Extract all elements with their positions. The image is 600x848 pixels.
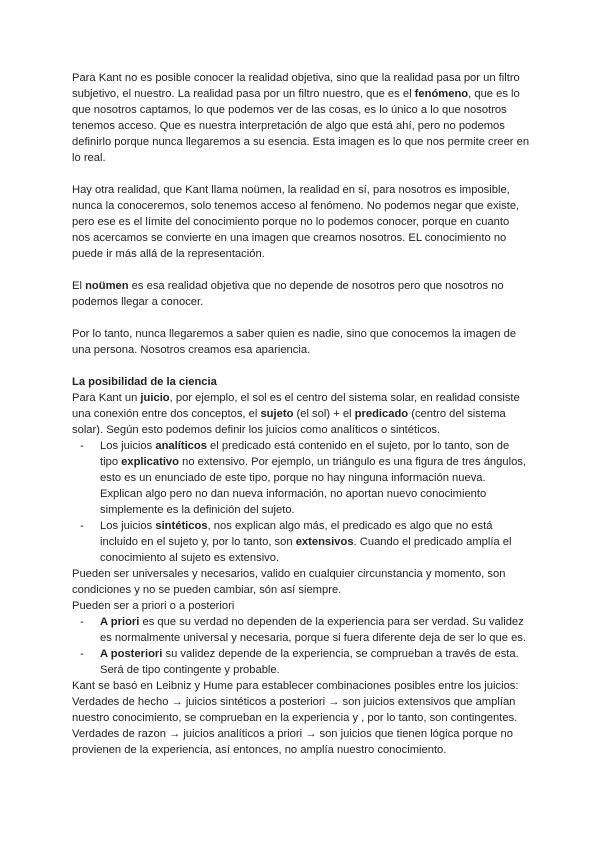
text: . Cuando el predicado amplía el conocimiento al sujeto es extensivo. bbox=[100, 536, 512, 564]
list-item bbox=[80, 614, 530, 646]
text: el predicado está contenido en el sujeto, por lo tanto, son de tipo bbox=[100, 440, 510, 468]
text: El bbox=[72, 280, 86, 292]
bold-term: sujeto bbox=[260, 408, 294, 420]
dash-bullet: - bbox=[80, 616, 84, 628]
text: su validez depende de la experiencia, se comprueban a través de esta. Será de tipo contingente y probable. bbox=[100, 648, 519, 676]
section-heading: La posibilidad de la ciencia bbox=[72, 376, 217, 388]
list-item bbox=[80, 518, 530, 566]
text: , que es lo que nosotros captamos, lo que podemos ver de las cosas, es lo único a lo que nosotros tenemos acceso. Que es nuestra interpretación de algo que está ahí, pero no podemos definirlo porque nunca llegaremos a su esencia. Esta imagen es lo que nos permite creer en lo real. bbox=[72, 88, 530, 164]
juicios-list bbox=[72, 438, 530, 566]
bold-term: juicio bbox=[140, 392, 170, 404]
paragraph-noumen-def bbox=[72, 278, 530, 310]
dash-bullet: - bbox=[80, 648, 84, 660]
paragraph-noumen-intro: Hay otra realidad, que Kant llama noümen, la realidad en sí, para nosotros es imposible, nunca la conoceremos, solo tenemos acceso al fenómeno. No podemos negar que existe, pero ese es el límite del conocimiento porque no lo podemos conocer, porque en cuanto nos acercamos se convierte en una imagen que creamos nosotros. EL conocimiento no puede ir más allá de la representación. bbox=[72, 184, 520, 260]
bold-term: analíticos bbox=[155, 440, 207, 452]
text: (el sol) + el bbox=[293, 408, 355, 420]
dash-bullet: - bbox=[80, 520, 84, 532]
paragraph-leibniz-hume: Kant se basó en Leibniz y Hume para establecer combinaciones posibles entre los juicios: bbox=[72, 680, 519, 692]
text: no extensivo. Por ejemplo, un triángulo es una figura de tres ángulos, esto es un enunciado de este tipo, porque no hay ninguna información nueva. Explican algo pero no dan nueva información, no aportan nuevo conocimiento simplemente es la definición del sujeto. bbox=[100, 456, 527, 516]
list-item bbox=[80, 438, 530, 518]
text: , nos explican algo más, el predicado es algo que no está incluido en el sujeto y, por lo tanto, son bbox=[100, 520, 493, 548]
paragraph-apriori-intro: Pueden ser a priori o a posteriori bbox=[72, 600, 235, 612]
bold-term: sintéticos bbox=[155, 520, 208, 532]
bold-term: extensivos bbox=[295, 536, 354, 548]
bold-term: explicativo bbox=[121, 456, 179, 468]
text: Los juicios bbox=[100, 520, 156, 532]
apriori-list bbox=[72, 614, 530, 678]
text: Para Kant un bbox=[72, 392, 141, 404]
text: es esa realidad objetiva que no depende de nosotros pero que nosotros no podemos llegar a conocer. bbox=[72, 280, 504, 308]
paragraph-juicio bbox=[72, 390, 530, 438]
text: , por ejemplo, el sol es el centro del sistema solar, en realidad consiste una conexión entre dos conceptos, el bbox=[72, 392, 520, 420]
dash-bullet: - bbox=[80, 440, 84, 452]
paragraph-verdades-razon: Verdades de razon → juicios analíticos a priori → son juicios que tienen lógica porque no provienen de la experiencia, así entonces, no amplía nuestro conocimiento. bbox=[72, 728, 513, 756]
text: (centro del sistema solar). Según esto podemos definir los juicios como analíticos o sintéticos. bbox=[72, 408, 506, 436]
bold-term: A priori bbox=[100, 616, 140, 628]
paragraph-conclusion: Por lo tanto, nunca llegaremos a saber quien es nadie, sino que conocemos la imagen de una persona. Nosotros creamos esa apariencia. bbox=[72, 328, 517, 356]
list-item bbox=[80, 646, 530, 678]
bold-term: noümen bbox=[85, 280, 129, 292]
bold-term: fenómeno bbox=[414, 88, 469, 100]
bold-term: predicado bbox=[354, 408, 409, 420]
paragraph-universales: Pueden ser universales y necesarios, valido en cualquier circunstancia y momento, son condiciones y no se pueden cambiar, són así siempre. bbox=[72, 568, 506, 596]
paragraph-verdades-hecho: Verdades de hecho → juicios sintéticos a posteriori → son juicios extensivos que amplían nuestro conocimiento, se comprueban en la experiencia y , por lo tanto, son contingentes. bbox=[72, 696, 518, 724]
bold-term: A posteriori bbox=[100, 648, 163, 660]
paragraph-fenomeno bbox=[72, 70, 530, 166]
text: es que su verdad no dependen de la experiencia para ser verdad. Su validez es normalmente universal y necesaria, porque si fuera diferente deja de ser lo que es. bbox=[100, 616, 526, 644]
text: Los juicios bbox=[100, 440, 156, 452]
text: Para Kant no es posible conocer la realidad objetiva, sino que la realidad pasa por un filtro subjetivo, el nuestro. La realidad pasa por un filtro nuestro, que es el bbox=[72, 72, 520, 100]
